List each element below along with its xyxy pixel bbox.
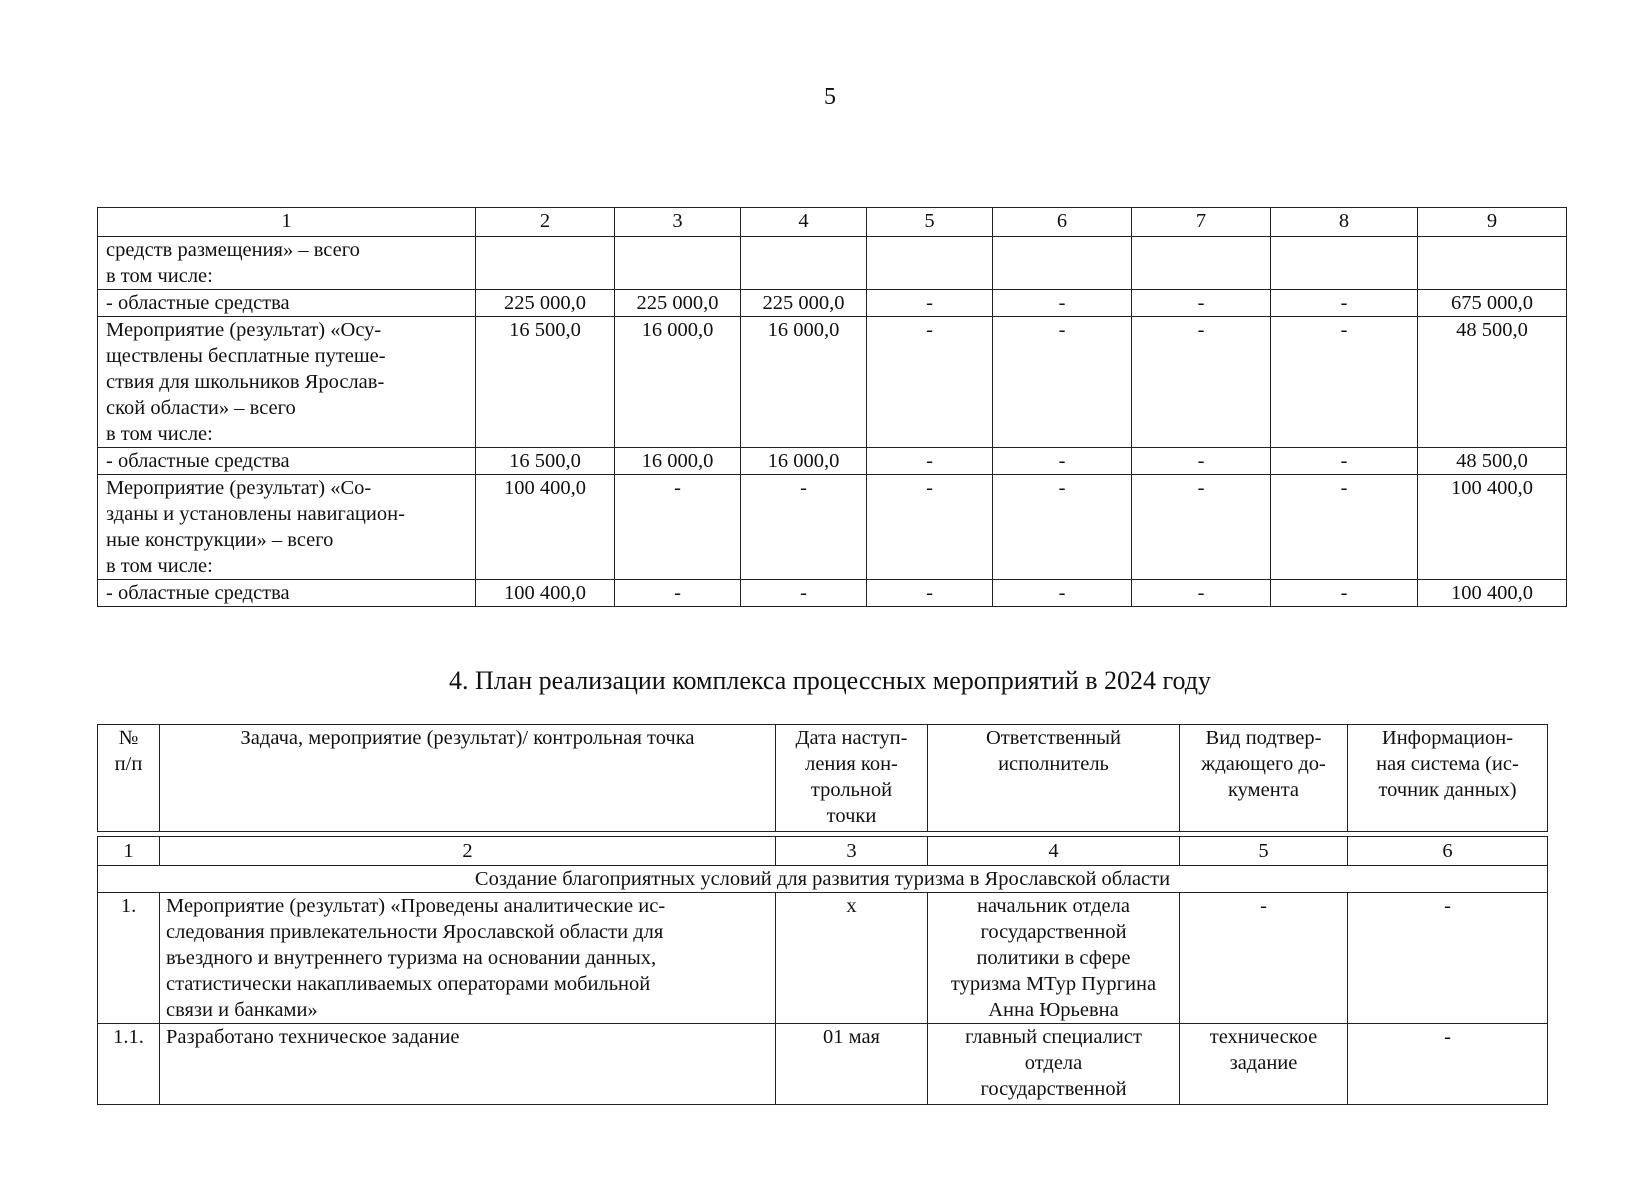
row-number: 1. bbox=[98, 893, 160, 1024]
cell: - bbox=[867, 317, 993, 448]
cell: 16 500,0 bbox=[476, 317, 615, 448]
header-number: № п/п bbox=[98, 725, 160, 832]
row-name: Мероприятие (результат) «Проведены аналитические ис- следования привлекательности Ярославской области для въездного и внутреннего туризма на основании данных, статистически накапливаемых операторами мобильной связи и банками» bbox=[160, 893, 776, 1024]
cell: - bbox=[993, 475, 1132, 580]
row-number: 1.1. bbox=[98, 1024, 160, 1105]
funding-col-2: 2 bbox=[476, 208, 615, 237]
cell bbox=[993, 237, 1132, 290]
cell: 48 500,0 bbox=[1418, 448, 1567, 475]
cell bbox=[867, 237, 993, 290]
funding-col-6: 6 bbox=[993, 208, 1132, 237]
cell: 225 000,0 bbox=[741, 290, 867, 317]
funding-col-9: 9 bbox=[1418, 208, 1567, 237]
row-date: х bbox=[776, 893, 928, 1024]
header-document: Вид подтвер- ждающего до- кумента bbox=[1180, 725, 1348, 832]
page-number: 5 bbox=[824, 84, 836, 110]
cell: - bbox=[1132, 448, 1271, 475]
cell: 100 400,0 bbox=[476, 475, 615, 580]
cell: 16 000,0 bbox=[615, 448, 741, 475]
cell: - bbox=[993, 448, 1132, 475]
table-row bbox=[98, 290, 1567, 317]
cell: - bbox=[1132, 580, 1271, 607]
header-responsible: Ответственный исполнитель bbox=[928, 725, 1180, 832]
cell: - bbox=[867, 448, 993, 475]
cell: 16 000,0 bbox=[741, 448, 867, 475]
cell: 48 500,0 bbox=[1418, 317, 1567, 448]
colnum-2: 2 bbox=[160, 837, 776, 866]
funding-col-7: 7 bbox=[1132, 208, 1271, 237]
row-responsible: главный специалист отдела государственной bbox=[928, 1024, 1180, 1105]
cell: - bbox=[993, 580, 1132, 607]
row-responsible: начальник отдела государственной политики в сфере туризма МТур Пургина Анна Юрьевна bbox=[928, 893, 1180, 1024]
row-label: - областные средства bbox=[98, 580, 476, 607]
row-document: техническое задание bbox=[1180, 1024, 1348, 1105]
cell: - bbox=[1271, 317, 1418, 448]
row-label: средств размещения» – всего в том числе: bbox=[98, 237, 476, 290]
funding-header-row bbox=[98, 208, 1567, 237]
colnum-6: 6 bbox=[1348, 837, 1548, 866]
table-row bbox=[98, 1024, 1548, 1105]
cell: - bbox=[615, 580, 741, 607]
row-system: - bbox=[1348, 1024, 1548, 1105]
colnum-1: 1 bbox=[98, 837, 160, 866]
cell: - bbox=[1132, 290, 1271, 317]
plan-header-row bbox=[98, 725, 1548, 832]
cell: - bbox=[1271, 290, 1418, 317]
cell: 100 400,0 bbox=[1418, 580, 1567, 607]
table-row bbox=[98, 448, 1567, 475]
cell: 225 000,0 bbox=[476, 290, 615, 317]
row-label: Мероприятие (результат) «Осу- ществлены бесплатные путеше- ствия для школьников Ярослав- ской области» – всего в том числе: bbox=[98, 317, 476, 448]
cell bbox=[741, 237, 867, 290]
task-title: Создание благоприятных условий для развития туризма в Ярославской области bbox=[98, 866, 1548, 893]
funding-col-8: 8 bbox=[1271, 208, 1418, 237]
cell: 16 500,0 bbox=[476, 448, 615, 475]
header-date: Дата наступ- ления кон- трольной точки bbox=[776, 725, 928, 832]
task-title-row bbox=[98, 866, 1548, 893]
cell: - bbox=[1132, 317, 1271, 448]
row-name: Разработано техническое задание bbox=[160, 1024, 776, 1105]
cell: 675 000,0 bbox=[1418, 290, 1567, 317]
funding-col-1: 1 bbox=[98, 208, 476, 237]
cell: - bbox=[867, 290, 993, 317]
row-date: 01 мая bbox=[776, 1024, 928, 1105]
header-task: Задача, мероприятие (результат)/ контрольная точка bbox=[160, 725, 776, 832]
cell: 100 400,0 bbox=[476, 580, 615, 607]
section-title: 4. План реализации комплекса процессных мероприятий в 2024 году bbox=[448, 666, 1212, 695]
table-row bbox=[98, 237, 1567, 290]
cell: - bbox=[993, 290, 1132, 317]
table-row bbox=[98, 580, 1567, 607]
cell: - bbox=[1271, 580, 1418, 607]
cell: - bbox=[867, 580, 993, 607]
funding-col-4: 4 bbox=[741, 208, 867, 237]
cell: - bbox=[1271, 475, 1418, 580]
cell bbox=[615, 237, 741, 290]
cell bbox=[1271, 237, 1418, 290]
funding-col-3: 3 bbox=[615, 208, 741, 237]
funding-table bbox=[97, 207, 1567, 607]
colnum-5: 5 bbox=[1180, 837, 1348, 866]
header-system: Информацион- ная система (ис- точник данных) bbox=[1348, 725, 1548, 832]
cell: 225 000,0 bbox=[615, 290, 741, 317]
cell bbox=[1418, 237, 1567, 290]
row-label: Мероприятие (результат) «Со- зданы и установлены навигацион- ные конструкции» – всего в том числе: bbox=[98, 475, 476, 580]
cell: 16 000,0 bbox=[741, 317, 867, 448]
table-row bbox=[98, 317, 1567, 448]
row-document: - bbox=[1180, 893, 1348, 1024]
colnum-4: 4 bbox=[928, 837, 1180, 866]
cell bbox=[1132, 237, 1271, 290]
cell: - bbox=[867, 475, 993, 580]
table-row bbox=[98, 893, 1548, 1024]
plan-table bbox=[97, 724, 1548, 1105]
cell bbox=[476, 237, 615, 290]
row-label: - областные средства bbox=[98, 290, 476, 317]
cell: 16 000,0 bbox=[615, 317, 741, 448]
cell: - bbox=[1132, 475, 1271, 580]
cell: - bbox=[1271, 448, 1418, 475]
table-row bbox=[98, 475, 1567, 580]
row-label: - областные средства bbox=[98, 448, 476, 475]
cell: - bbox=[741, 580, 867, 607]
column-number-row bbox=[98, 837, 1548, 866]
row-system: - bbox=[1348, 893, 1548, 1024]
cell: - bbox=[741, 475, 867, 580]
cell: - bbox=[615, 475, 741, 580]
cell: 100 400,0 bbox=[1418, 475, 1567, 580]
cell: - bbox=[993, 317, 1132, 448]
colnum-3: 3 bbox=[776, 837, 928, 866]
funding-col-5: 5 bbox=[867, 208, 993, 237]
